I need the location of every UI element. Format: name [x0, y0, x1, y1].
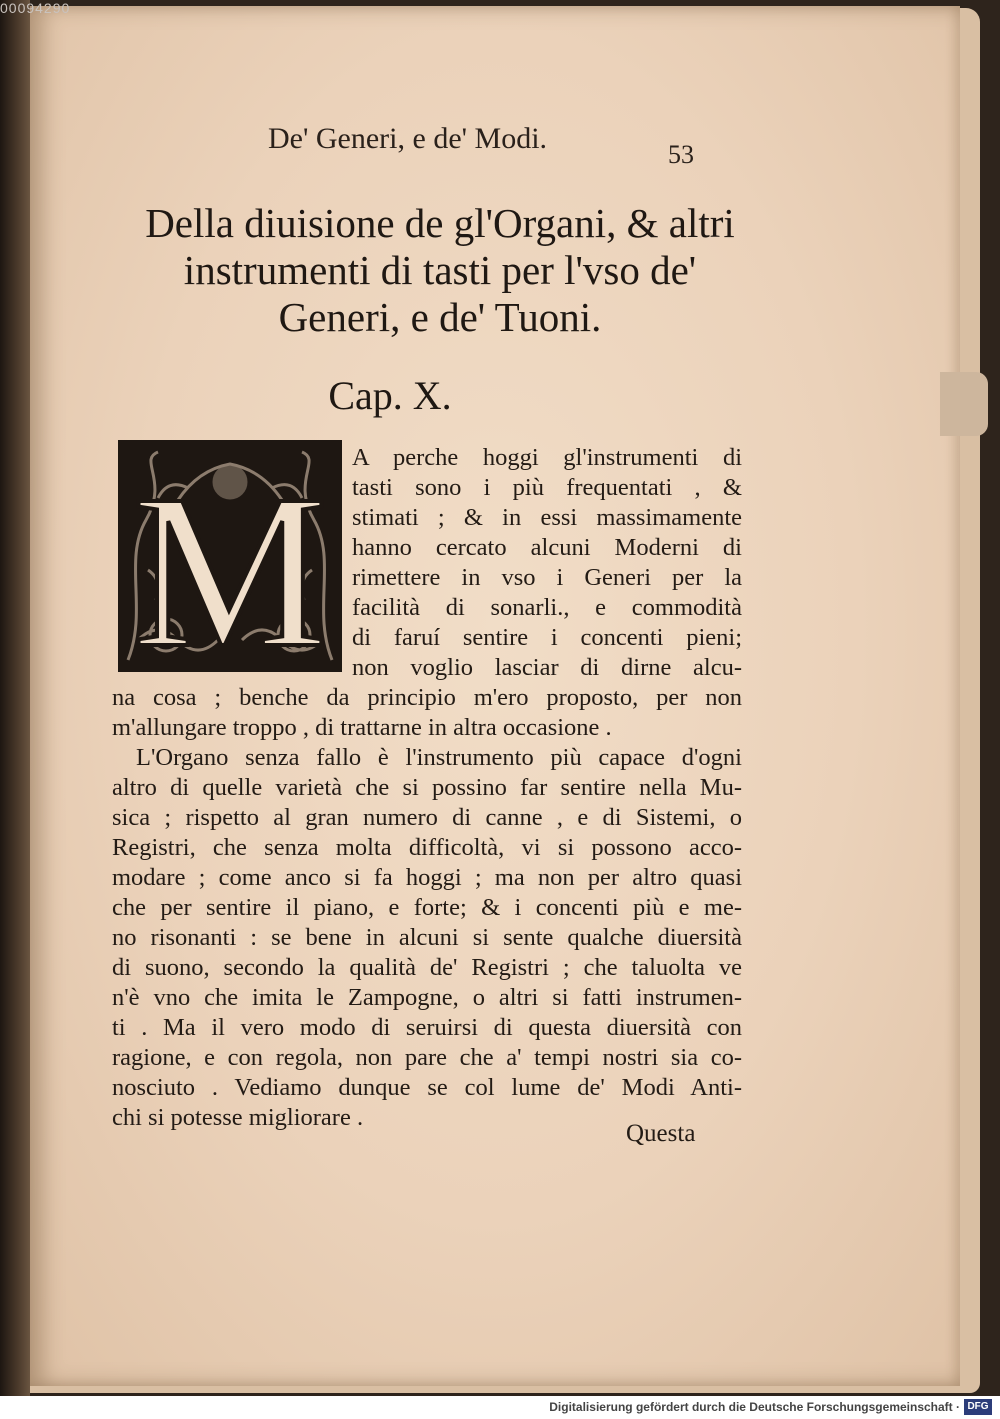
text-line: Registri, che senza molta difficoltà, vi si possono acco- — [112, 834, 742, 861]
book-spine — [0, 0, 30, 1419]
text-line: na cosa ; benche da principio m'ero proposto, per non — [112, 684, 742, 711]
chapter-title-line: Generi, e de' Tuoni. — [278, 294, 602, 340]
decorated-initial — [118, 440, 342, 672]
decorated-initial-ornament-icon — [118, 440, 342, 672]
chapter-title-line: instrumenti di tasti per l'vso de' — [183, 247, 697, 293]
text-line: no risonanti : se bene in alcuni si sente qualche diuersità — [112, 924, 742, 951]
text-line: che per sentire il piano, e forte; & i concenti più e me- — [112, 894, 742, 921]
text-line: di faruí sentire i concenti pieni; — [352, 624, 742, 651]
page-tab — [940, 372, 988, 436]
text-line: nosciuto . Vediamo dunque se col lume de' Modi Anti- — [112, 1074, 742, 1101]
text-line: tasti sono i più frequentati , & — [352, 474, 742, 501]
archive-id: 00094290 — [0, 0, 71, 16]
page-number: 53 — [668, 140, 694, 169]
text-line: stimati ; & in essi massimamente — [352, 504, 742, 531]
text-line: sica ; rispetto al gran numero di canne , e di Sistemi, o — [112, 804, 742, 831]
initial-letter: M — [132, 449, 328, 672]
body-text — [112, 683, 742, 1133]
text-line: non voglio lasciar di dirne alcu- — [352, 654, 742, 681]
text-line: n'è vno che imita le Zampogne, o altri si fatti instrumen- — [112, 984, 742, 1011]
text-line: m'allungare troppo , di trattarne in altra occasione . — [112, 714, 612, 741]
text-line: rimettere in vso i Generi per la — [352, 564, 742, 591]
text-line: ti . Ma il vero modo di seruirsi di questa diuersità con — [112, 1014, 742, 1041]
footer-bar — [0, 1396, 1000, 1419]
running-head: De' Generi, e de' Modi. — [268, 122, 548, 155]
text-line: chi si potesse migliorare . — [112, 1104, 364, 1131]
chapter-label: Cap. X. — [328, 373, 452, 418]
chapter-title — [110, 200, 770, 341]
text-line: A perche hoggi gl'instrumenti di — [352, 444, 742, 471]
footer-credit: Digitalisierung gefördert durch die Deutsche Forschungsgemeinschaft · — [549, 1400, 960, 1414]
text-line: facilità di sonarli., e commodità — [352, 594, 742, 621]
paragraph-1-beside-initial — [352, 443, 742, 683]
chapter-title-line: Della diuisione de gl'Organi, & altri — [145, 200, 735, 246]
text-line: altro di quelle varietà che si possino far sentire nella Mu- — [112, 774, 742, 801]
catchword: Questa — [626, 1120, 696, 1147]
text-line: ragione, e con regola, non pare che a' tempi nostri sia co- — [112, 1044, 742, 1071]
text-line: di suono, secondo la qualità de' Registri ; che taluolta ve — [112, 954, 742, 981]
text-line: hanno cercato alcuni Moderni di — [352, 534, 742, 561]
text-line: modare ; come anco si fa hoggi ; ma non per altro quasi — [112, 864, 742, 891]
dfg-logo: DFG — [964, 1399, 992, 1415]
text-line: L'Organo senza fallo è l'instrumento più capace d'ogni — [136, 744, 742, 771]
